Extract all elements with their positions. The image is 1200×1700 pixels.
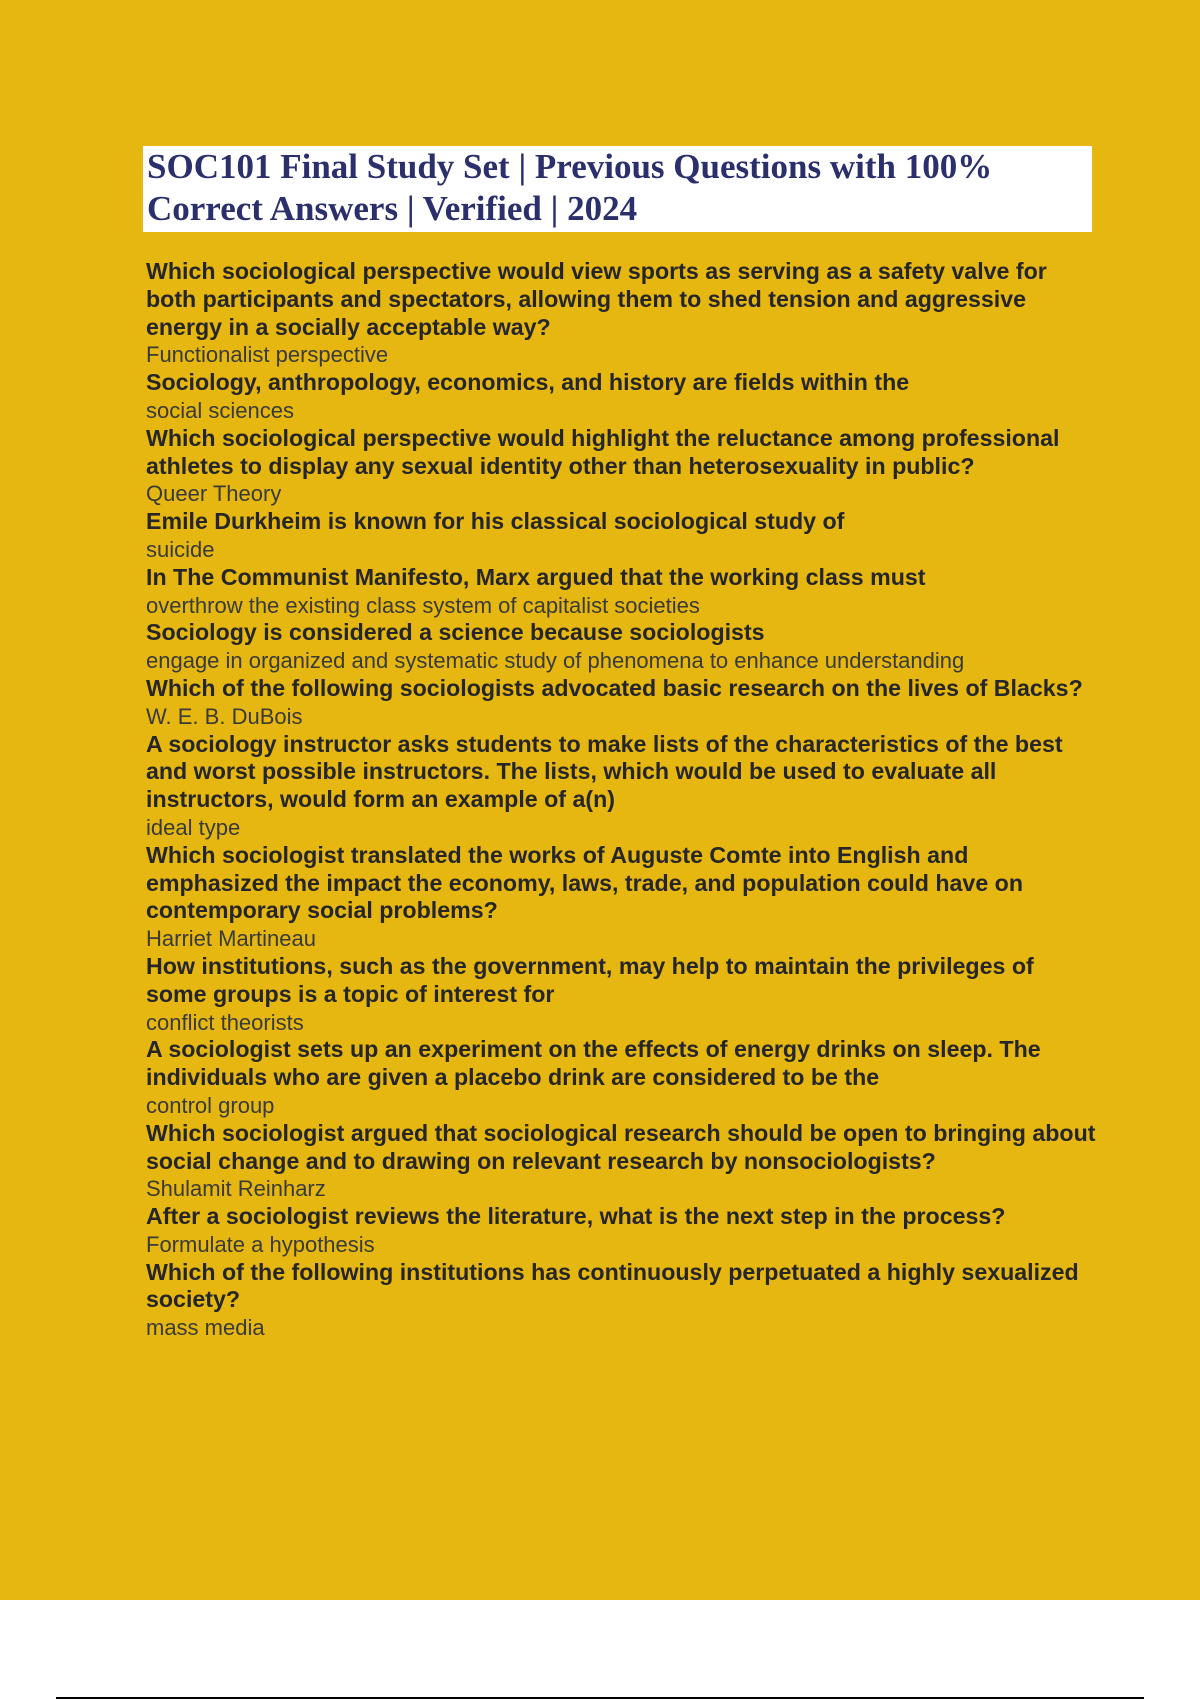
question-text: In The Communist Manifesto, Marx argued that the working class must bbox=[146, 563, 926, 590]
qa-item bbox=[146, 508, 1096, 564]
question-text: Which sociologist argued that sociological research should be open to bringing about social change and to drawing on relevant research by nonsociologists? bbox=[146, 1119, 1096, 1174]
answer-text: Shulamit Reinharz bbox=[146, 1176, 326, 1202]
qa-item bbox=[146, 675, 1096, 731]
answer-text: Formulate a hypothesis bbox=[146, 1231, 375, 1257]
answer-text: conflict theorists bbox=[146, 1009, 304, 1035]
question-text: How institutions, such as the government, may help to maintain the privileges of some groups is a topic of interest for bbox=[146, 952, 1034, 1007]
qa-item bbox=[146, 1203, 1096, 1259]
answer-text: W. E. B. DuBois bbox=[146, 703, 303, 729]
answer-text: suicide bbox=[146, 536, 215, 562]
question-text: A sociologist sets up an experiment on the effects of energy drinks on sleep. The individuals who are given a placebo drink are considered to be the bbox=[146, 1036, 1041, 1091]
qa-item bbox=[146, 258, 1096, 369]
answer-text: ideal type bbox=[146, 814, 241, 840]
qa-item bbox=[146, 619, 1096, 675]
question-text: Sociology is considered a science because sociologists bbox=[146, 619, 765, 646]
answer-text: engage in organized and systematic study of phenomena to enhance understanding bbox=[146, 648, 965, 674]
question-text: Which sociologist translated the works of Auguste Comte into English and emphasized the impact the economy, laws, trade, and population could have on contemporary social problems? bbox=[146, 841, 1023, 924]
answer-text: Functionalist perspective bbox=[146, 342, 389, 368]
qa-item bbox=[146, 953, 1096, 1036]
answer-text: Harriet Martineau bbox=[146, 926, 316, 952]
answer-text: social sciences bbox=[146, 397, 294, 423]
answer-text: Queer Theory bbox=[146, 481, 282, 507]
qa-item bbox=[146, 1120, 1096, 1203]
qa-item bbox=[146, 564, 1096, 620]
question-text: Sociology, anthropology, economics, and history are fields within the bbox=[146, 369, 910, 396]
footer-divider bbox=[56, 1697, 1144, 1699]
qa-item bbox=[146, 842, 1096, 953]
title-box bbox=[143, 146, 1092, 232]
question-text: Which of the following sociologists advocated basic research on the lives of Blacks? bbox=[146, 674, 1083, 701]
qa-list bbox=[146, 258, 1096, 1342]
qa-item bbox=[146, 425, 1096, 508]
answer-text: overthrow the existing class system of capitalist societies bbox=[146, 592, 700, 618]
question-text: Which sociological perspective would view sports as serving as a safety valve for both participants and spectators, allowing them to shed tension and aggressive energy in a socially acceptable way? bbox=[146, 258, 1047, 340]
question-text: Emile Durkheim is known for his classical sociological study of bbox=[146, 508, 845, 535]
qa-item bbox=[146, 369, 1096, 425]
page-title: SOC101 Final Study Set | Previous Questions with 100% Correct Answers | Verified | 2024 bbox=[147, 147, 993, 228]
qa-item bbox=[146, 731, 1096, 842]
question-text: Which of the following institutions has continuously perpetuated a highly sexualized society? bbox=[146, 1258, 1079, 1313]
qa-item bbox=[146, 1036, 1096, 1119]
question-text: After a sociologist reviews the literature, what is the next step in the process? bbox=[146, 1203, 1006, 1230]
answer-text: mass media bbox=[146, 1315, 265, 1341]
question-text: Which sociological perspective would highlight the reluctance among professional athletes to display any sexual identity other than heterosexuality in public? bbox=[146, 424, 1060, 479]
qa-item bbox=[146, 1259, 1096, 1342]
question-text: A sociology instructor asks students to make lists of the characteristics of the best and worst possible instructors. The lists, which would be used to evaluate all instructors, would form an example of a(n) bbox=[146, 730, 1063, 813]
answer-text: control group bbox=[146, 1092, 275, 1118]
